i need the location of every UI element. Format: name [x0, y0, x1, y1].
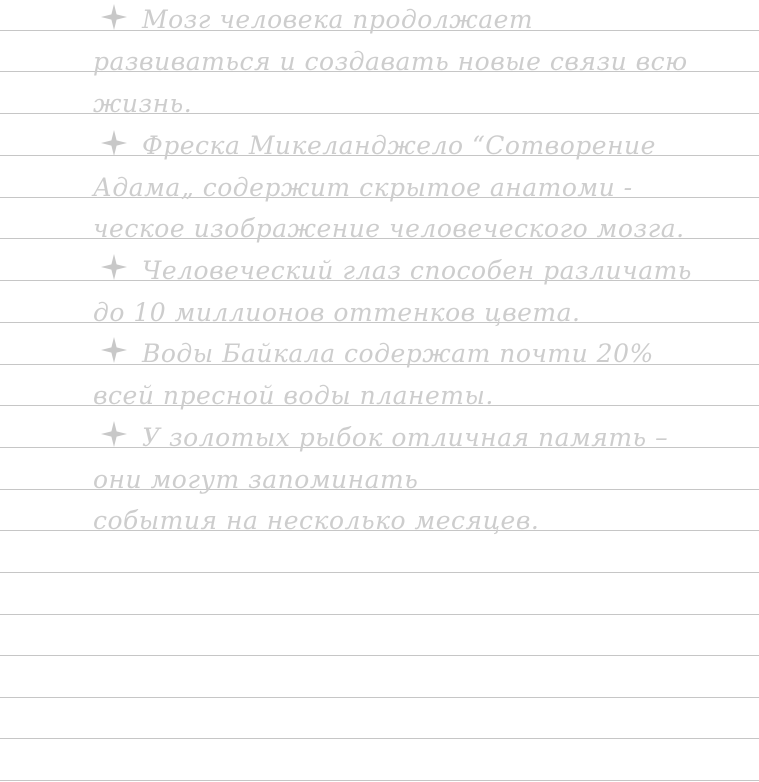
fact-line: Человеческий глаз способен различать: [142, 256, 692, 285]
ruled-line: [0, 655, 759, 656]
fact-line: жизнь.: [93, 89, 193, 118]
four-point-star-icon: [101, 130, 127, 156]
four-point-star-icon: [101, 421, 127, 447]
fact-line: развиваться и создавать новые связи всю: [93, 47, 688, 76]
fact-line: Фреска Микеланджело “Сотворение: [142, 131, 656, 160]
four-point-star-icon: [101, 254, 127, 280]
fact-line: Адама„ содержит скрытое анатоми -: [93, 173, 633, 202]
fact-line: Воды Байкала содержат почти 20%: [142, 339, 654, 368]
fact-line: ческое изображение человеческого мозга.: [93, 214, 685, 243]
ruled-line: [0, 572, 759, 573]
ruled-line: [0, 614, 759, 615]
ruled-line: [0, 738, 759, 739]
four-point-star-icon: [101, 4, 127, 30]
four-point-star-icon: [101, 337, 127, 363]
ruled-line: [0, 697, 759, 698]
fact-line: они могут запоминать: [93, 465, 419, 494]
fact-line: У золотых рыбок отличная память –: [142, 423, 669, 452]
fact-line: события на несколько месяцев.: [93, 506, 540, 535]
ruled-line: [0, 780, 759, 781]
fact-line: Мозг человека продолжает: [142, 5, 534, 34]
fact-line: всей пресной воды планеты.: [93, 381, 494, 410]
fact-line: до 10 миллионов оттенков цвета.: [93, 298, 581, 327]
